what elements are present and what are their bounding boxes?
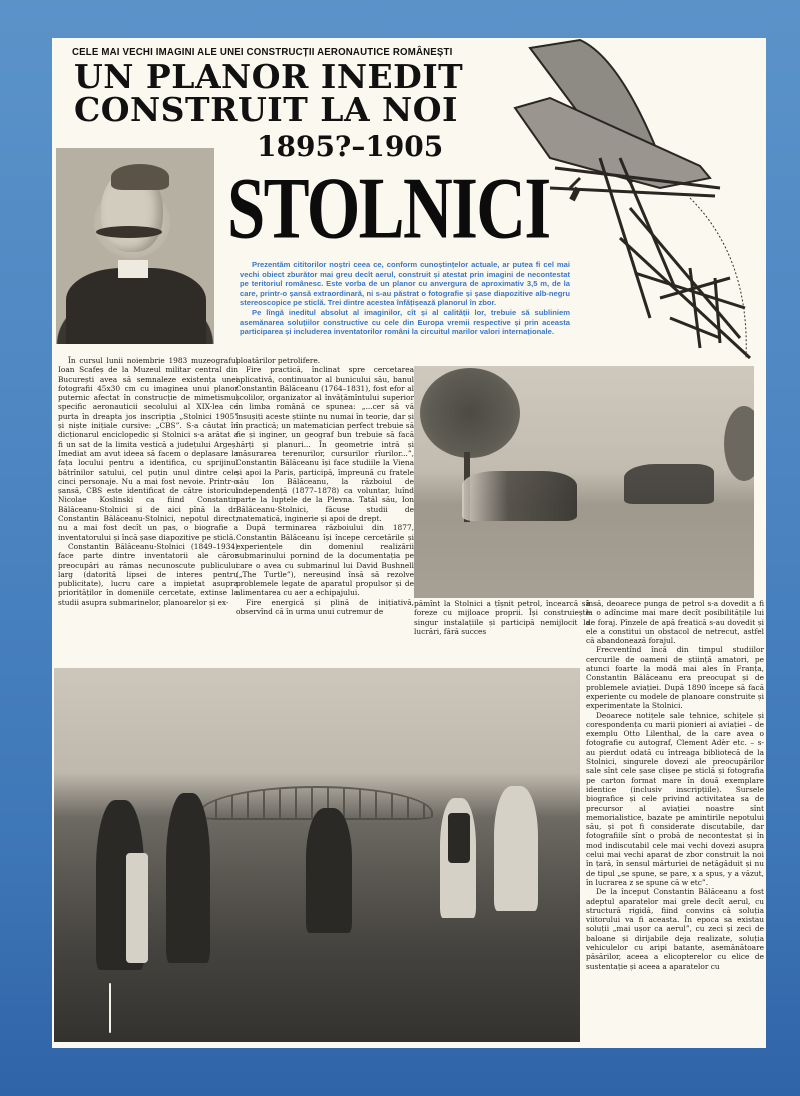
portrait-photo: [56, 148, 214, 344]
portrait-mustache: [96, 226, 162, 238]
person: [166, 793, 210, 963]
text-column-3: [414, 599, 590, 636]
magazine-page: [52, 38, 766, 1048]
intro-paragraph: Pe lîngă ineditul absolut al imaginilor, cît și al calității lor, trebuie să subliniem asemănarea soluțiilor constructive cu cele din Europa vremii respective și prin aceasta participarea și includerea inventatorilor români la circuitul marilor valori internaționale.: [240, 307, 570, 337]
intro-paragraph: Prezentăm cititorilor noștri ceea ce, conform cunoștințelor actuale, ar putea fi cel mai vechi obiect zburător mai greu decît aerul, construit și atestat prin imagini de necontestat pe teritoriul românesc. Este vorba de un planor cu anvergura de aproximativ 3,5 m, de la care, printr-o șansă extraordinară, ni s-au păstrat o fotografie și șase diapozitive alb-negru stereoscopice pe sticlă. Trei dintre acestea înfățișează planorul în zbor.: [240, 260, 570, 308]
person: [494, 786, 538, 911]
paragraph: Constantin Bălăceanu-Stolnici (1849–1934) face parte dintre inventatorii ale căror preocupări au rămas necunoscute publicului larg (datorită lipsei de interes pentru publicitate), lucru care a impietat asupra priorităților în domeniile cercetate, extinse la studii asupra submarinelor, planoarelor și ex-: [58, 541, 238, 607]
paragraph: În cursul lunii noiembrie 1983 muzeograful Ioan Scafeș de la Muzeul militar central din București avea să semnaleze existența unei fotografii 45x30 cm cu imaginea unui planor puternic afectat în construcție de mimetismul specific aeronauticii secolului al XIX-lea ce purta în dreapta jos inscripția „Stolnici 1905” și niște inițiale cursive: „CBS”. S-a căutat în dicționarul enciclopedic și Stolnici s-a arătat a fi un sat de la limita vestică a județului Argeș. Imediat am avut ideea să facem o deplasare la fața locului pentru a identifica, cu sprijinul bătrînilor satului, cel puțin unul dintre cele cinci personaje. Nu a mai fost nevoie. Printr-o șansă, CBS este identificat de către istoricul Nicolae Koslinski ca fiind Constantin Bălăceanu-Stolnici și de aici pînă la dr. Constantin Bălăceanu-Stolnici, nepotul direct, nu a mai fost decît un pas, o biografie a inventatorului și încă șase diapozitive pe sticlă.: [58, 356, 238, 542]
paragraph: Deoarece notițele sale tehnice, schițele și corespondența cu marii pionieri ai aviației – de exemplu Otto Lilenthal, de la care avea o fotografie cu autograf, Clement Adèr etc. – s-au pierdut odată cu întreaga bibliotecă de la Stolnici, singurele dovezi ale preocupărilor sale sînt cele șase clișee pe sticlă și fotografia pe carton format mare în două exemplare identice (inclusiv inscripțiile). Sursele biografice și cele privind activitatea sa de precursor al aviației noastre sînt memorialistice, bazate pe amintirile nepotului său, și pot fi considerate discutabile, dar fotografiile sînt o probă de necontestat și în mod indiscutabil cele mai vechi dovezi asupra celui mai vechi aparat de zbor construit la noi în țară, în sensul mărturiei de netăgăduit și nu de tipul „se spune, se pare, x a spus, y a văzut, în lucrarea z se spune că w etc”.: [586, 710, 764, 887]
headline-line-1: UN PLANOR INEDIT: [74, 57, 464, 96]
horse-carriage: [462, 471, 577, 521]
person: [306, 808, 352, 933]
years-subtitle: 1895?–1905: [257, 130, 444, 163]
carriages-in-field-photo: [414, 366, 754, 598]
portrait-hair: [111, 164, 169, 190]
paragraph: pămînt la Stolnici a țîșnit petrol, încearcă să foreze cu mijloace proprii. Își construiește singur instalațiile și participă nemijlocit la lucrări, fără succes: [414, 599, 590, 636]
five-men-with-glider-photo: [54, 668, 580, 1042]
portrait-collar: [118, 260, 148, 278]
paragraph: După terminarea războiului din 1877, Constantin Bălăceanu își începe cercetările și experiențele din domeniul realizării submarinului pornind de la documentația pe care o avea cu submarinul lui David Bushnell („The Turtle”), nereușind însă să rezolve problemele legate de aparatul propulsor și de alimentarea cu aer a echipajului.: [236, 523, 414, 598]
paragraph: Fire energică și plină de inițiativă, observînd că în urma unui cutremur de: [236, 597, 414, 617]
horse-carriage: [624, 464, 714, 504]
paragraph: Fire practică, înclinat spre cercetarea aplicativă, continuator al bunicului său, banul Constantin Bălăceanu (1764–1831), fost efor al școlilor, organizator al învățămîntului superior în limba română ce spunea: „...cer să vă însușiți aceste științe nu numai în teorie, dar și în practică; un matematician perfect trebuie să fie și inginer, un geograf bun trebuie să facă hărți și planuri... În geometrie intră și măsurarea terenurilor, cursurilor rîurilor...”, Constantin Bălăceanu își face studiile la Viena și apoi la Paris, participă, împreună cu fratele său Ion Bălăceanu, la războiul de independență (1877–1878) ca voluntar, luînd parte la luptele de la Plevna. Tatăl său, Ion Bălăceanu-Stolnici, făcuse studii de matematică, inginerie și apoi de drept.: [236, 365, 414, 524]
kicker: CELE MAI VECHI IMAGINI ALE UNEI CONSTRUCȚII AERONAUTICE ROMÂNEȘTI: [72, 46, 453, 58]
person: [126, 853, 148, 963]
paragraph: ploatărilor petrolifere.: [236, 356, 321, 365]
place-title: STOLNICI: [227, 159, 550, 258]
photo-scratch: [109, 983, 111, 1033]
person: [448, 813, 470, 863]
headline-line-2: CONSTRUIT LA NOI: [74, 90, 458, 129]
headline: [74, 57, 464, 129]
article-intro: [240, 260, 570, 337]
text-column-4: [586, 599, 764, 971]
tree: [420, 368, 520, 458]
text-column-1: [58, 356, 238, 607]
portrait-coat: [66, 268, 206, 344]
paragraph: însă, deoarece punga de petrol s-a dovedit a fi la o adîncime mai mare decît posibilitățile lui de foraj. Pînzele de apă freatică s-au dovedit și ele a constitui un obstacol de netrecut, astfel că abandonează forajul.: [586, 599, 764, 646]
text-column-2: [236, 356, 414, 616]
paragraph: De la început Constantin Bălăceanu a fost adeptul aparatelor mai grele decît aerul, cu structură rigidă, fiind convins că soluția viitorului va fi aceasta. În epoca sa existau soluții „mai ușor ca aerul”, cu zeci și zeci de baloane și dirijabile deja realizate, soluția vehiculelor cu aripi batante, asemănătoare păsărilor, aceea a elicopterelor cu elice de sustentație și aceea a aparatelor cu: [586, 887, 764, 971]
paragraph: Frecventînd încă din timpul studiilor cercurile de oameni de știință amatori, pe atunci foarte la modă mai ales în Franța, Constantin Bălăceanu era preocupat și de problemele aviației. După 1890 începe să facă experiențe cu modele de planoare construite și experimentate la Stolnici.: [586, 645, 764, 711]
tree: [724, 406, 754, 481]
